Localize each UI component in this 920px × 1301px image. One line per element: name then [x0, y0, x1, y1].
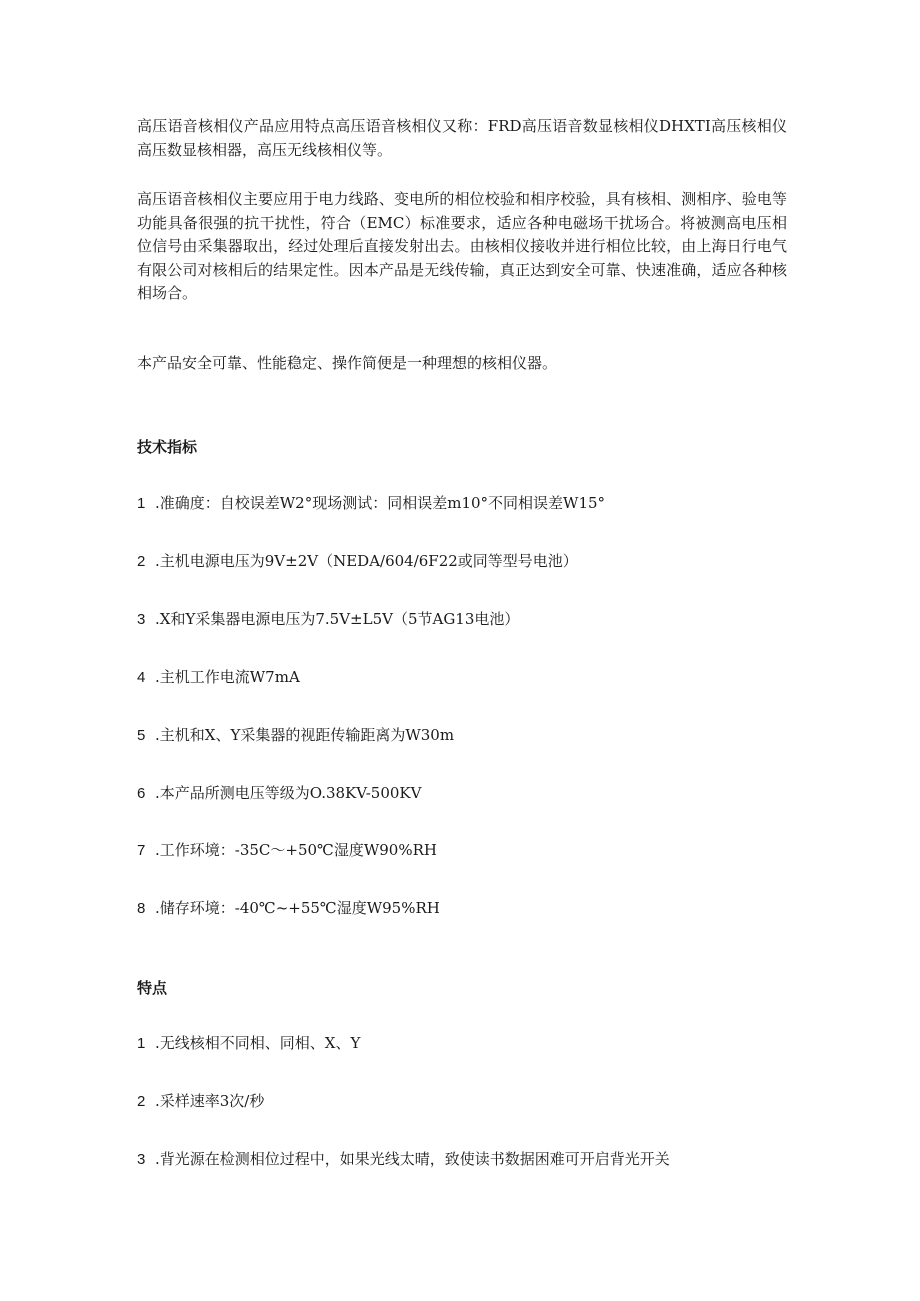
spec-item-text: .储存环境：-40℃~+55℃湿度W95%RH: [155, 899, 440, 917]
feature-item: [137, 1032, 797, 1055]
spec-item: [137, 839, 797, 862]
spec-item-number: 2: [137, 553, 146, 570]
spec-item: [137, 782, 797, 805]
intro-paragraph: 高压语音核相仪产品应用特点高压语音核相仪又称：FRD高压语音数显核相仪DHXTI高压核相仪高压数显核相器，高压无线核相仪等。: [137, 117, 787, 159]
spec-item-number: 3: [137, 611, 146, 628]
spec-item-text: .本产品所测电压等级为O.38KV-500KV: [155, 784, 422, 802]
spec-item-text: .主机和X、Y采集器的视距传输距离为W30m: [155, 726, 455, 744]
feature-item-text: .背光源在检测相位过程中，如果光线太晴，致使读书数据困难可开启背光开关: [155, 1150, 670, 1168]
spec-item: [137, 724, 797, 747]
feature-item-number: 3: [137, 1151, 146, 1168]
spec-item-number: 1: [137, 495, 146, 512]
feature-item-number: 1: [137, 1035, 146, 1052]
spec-item: [137, 897, 797, 920]
features-heading: 特点: [137, 979, 168, 997]
spec-item-text: .主机电源电压为9V±2V（NEDA/604/6F22或同等型号电池）: [155, 552, 578, 570]
spec-item-text: .准确度：自校误差W2°现场测试：同相误差m10°不同相误差W15°: [155, 494, 606, 512]
spec-item-text: .工作环境：-35C～+50℃湿度W90%RH: [155, 841, 437, 859]
spec-item-number: 4: [137, 669, 146, 686]
spec-item-text: .X和Y采集器电源电压为7.5V±L5V（5节AG13电池）: [155, 610, 520, 628]
spec-item-number: 5: [137, 727, 146, 744]
feature-item: [137, 1148, 797, 1171]
feature-item-text: .采样速率3次/秒: [155, 1092, 265, 1110]
feature-item-number: 2: [137, 1093, 146, 1110]
spec-item-number: 8: [137, 900, 146, 917]
spec-item-number: 6: [137, 785, 146, 802]
feature-item-text: .无线核相不同相、同相、X、Y: [155, 1034, 361, 1052]
summary-paragraph: 本产品安全可靠、性能稳定、操作简便是一种理想的核相仪器。: [137, 354, 558, 372]
spec-item-number: 7: [137, 842, 146, 859]
application-paragraph: 高压语音核相仪主要应用于电力线路、变电所的相位校验和相序校验，具有核相、测相序、验电等功能具备很强的抗干扰性，符合（EMC）标准要求，适应各种电磁场干扰场合。将被测高电压相位信号由采集器取出，经过处理后直接发射出去。由核相仪接收并进行相位比较，由上海日行电气有限公司对核相后的结果定性。因本产品是无线传输，真正达到安全可靠、快速准确，适应各种核相场合。: [137, 190, 787, 302]
spec-item: [137, 492, 797, 515]
spec-item-text: .主机工作电流W7mA: [155, 668, 300, 686]
specs-heading: 技术指标: [137, 438, 198, 456]
spec-item: [137, 666, 797, 689]
spec-item: [137, 608, 797, 631]
spec-item: [137, 550, 797, 573]
feature-item: [137, 1090, 797, 1113]
